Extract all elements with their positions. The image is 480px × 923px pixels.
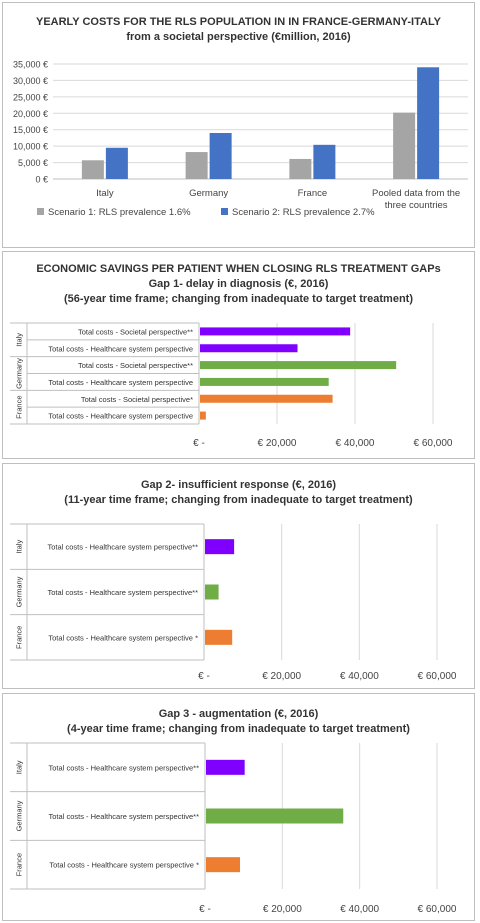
- bar: [200, 327, 350, 335]
- chart-title: Gap 2- insufficient response (€, 2016): [140, 479, 336, 491]
- y-tick-label: 10,000 €: [12, 141, 48, 152]
- y-tick-label: 5,000 €: [17, 158, 48, 169]
- group-label: France: [14, 852, 24, 877]
- bar: [206, 857, 240, 872]
- bar: [106, 148, 128, 179]
- bar: [200, 344, 298, 352]
- legend-label: Scenario 1: RLS prevalence 1.6%: [48, 207, 191, 218]
- group-label: Italy: [14, 539, 24, 554]
- chart-title: YEARLY COSTS FOR THE RLS POPULATION IN IN FRANCE-GERMANY-ITALY: [36, 16, 441, 28]
- row-label: Total costs - Healthcare system perspective: [48, 344, 193, 354]
- chart-subtitle-timeframe: (56-year time frame; changing from inadequate to target treatment): [63, 293, 413, 305]
- chart-subtitle: from a societal perspective (€million, 2016): [126, 31, 351, 43]
- x-tick-label: € 20,000: [262, 904, 302, 915]
- group-label: Italy: [14, 760, 24, 775]
- x-tick-label: € 40,000: [339, 671, 379, 682]
- x-tick-label: € -: [198, 671, 210, 682]
- row-label: Total costs - Healthcare system perspective: [48, 377, 193, 387]
- x-tick-label: Germany: [189, 188, 229, 199]
- gap3-chart: [3, 694, 474, 920]
- row-label: Total costs - Societal perspective**: [77, 361, 193, 371]
- x-tick-label: France: [297, 188, 328, 199]
- x-tick-label: Italy: [96, 188, 114, 199]
- group-label: France: [14, 625, 24, 650]
- legend-swatch: [37, 208, 44, 215]
- x-tick-label: Pooled data from the: [372, 188, 461, 199]
- chart-panel-gap3: [2, 693, 475, 921]
- row-label: Total costs - Healthcare system perspective *: [49, 860, 199, 870]
- x-tick-label: three countries: [384, 200, 448, 211]
- chart-panel-gap2: [2, 463, 475, 689]
- chart-panel-gap1: [2, 251, 475, 459]
- bar: [200, 378, 329, 386]
- chart-panel-yearly-costs: [2, 2, 475, 248]
- row-label: Total costs - Societal perspective**: [77, 327, 193, 337]
- bar: [417, 67, 439, 179]
- bar: [206, 809, 343, 824]
- x-tick-label: € -: [199, 904, 211, 915]
- group-label: Germany: [14, 358, 24, 389]
- chart-subtitle: Gap 1- delay in diagnosis (€, 2016): [148, 278, 329, 290]
- chart-subtitle: (11-year time frame; changing from inadequate to target treatment): [64, 494, 413, 506]
- bar: [205, 585, 219, 600]
- row-label: Total costs - Healthcare system perspective: [48, 411, 193, 421]
- chart-subtitle: (4-year time frame; changing from inadequate to target treatment): [67, 723, 410, 735]
- chart-title: Gap 3 - augmentation (€, 2016): [158, 708, 319, 720]
- row-label: Total costs - Healthcare system perspective**: [47, 588, 198, 597]
- gap1-chart: [3, 252, 474, 458]
- y-tick-label: 15,000 €: [12, 125, 48, 136]
- bar: [210, 133, 232, 179]
- bar: [200, 361, 396, 369]
- y-tick-label: 30,000 €: [12, 75, 48, 86]
- group-label: France: [14, 395, 24, 419]
- x-tick-label: € -: [193, 438, 205, 449]
- x-tick-label: € 60,000: [413, 438, 453, 449]
- row-label: Total costs - Healthcare system perspective**: [47, 542, 198, 552]
- bar: [206, 760, 245, 775]
- bar: [200, 395, 333, 403]
- bar: [186, 152, 208, 179]
- bar: [82, 160, 104, 179]
- bar: [289, 159, 311, 179]
- y-tick-label: 35,000 €: [12, 59, 48, 70]
- row-label: Total costs - Healthcare system perspective**: [48, 812, 199, 821]
- legend-label: Scenario 2: RLS prevalence 2.7%: [232, 207, 375, 218]
- row-label: Total costs - Healthcare system perspective *: [48, 633, 198, 643]
- group-label: Italy: [14, 332, 24, 347]
- y-tick-label: 20,000 €: [12, 108, 48, 119]
- bar: [205, 539, 234, 554]
- x-tick-label: € 40,000: [340, 904, 380, 915]
- x-tick-label: € 20,000: [257, 438, 297, 449]
- x-tick-label: € 60,000: [417, 671, 457, 682]
- bar: [200, 412, 206, 420]
- bar: [313, 145, 335, 179]
- group-label: Germany: [14, 800, 24, 832]
- chart-title: ECONOMIC SAVINGS PER PATIENT WHEN CLOSING RLS TREATMENT GAPs: [36, 263, 441, 275]
- group-label: Germany: [14, 576, 24, 608]
- x-tick-label: € 60,000: [417, 904, 457, 915]
- y-tick-label: 0 €: [35, 174, 48, 185]
- bar: [205, 630, 232, 645]
- legend-swatch: [221, 208, 228, 215]
- gap2-chart: [3, 464, 474, 688]
- yearly-costs-chart: [3, 3, 474, 247]
- x-tick-label: € 20,000: [262, 671, 302, 682]
- bar: [393, 113, 415, 179]
- y-tick-label: 25,000 €: [12, 92, 48, 103]
- row-label: Total costs - Societal perspective*: [80, 394, 193, 404]
- row-label: Total costs - Healthcare system perspective**: [48, 763, 199, 773]
- x-tick-label: € 40,000: [335, 438, 375, 449]
